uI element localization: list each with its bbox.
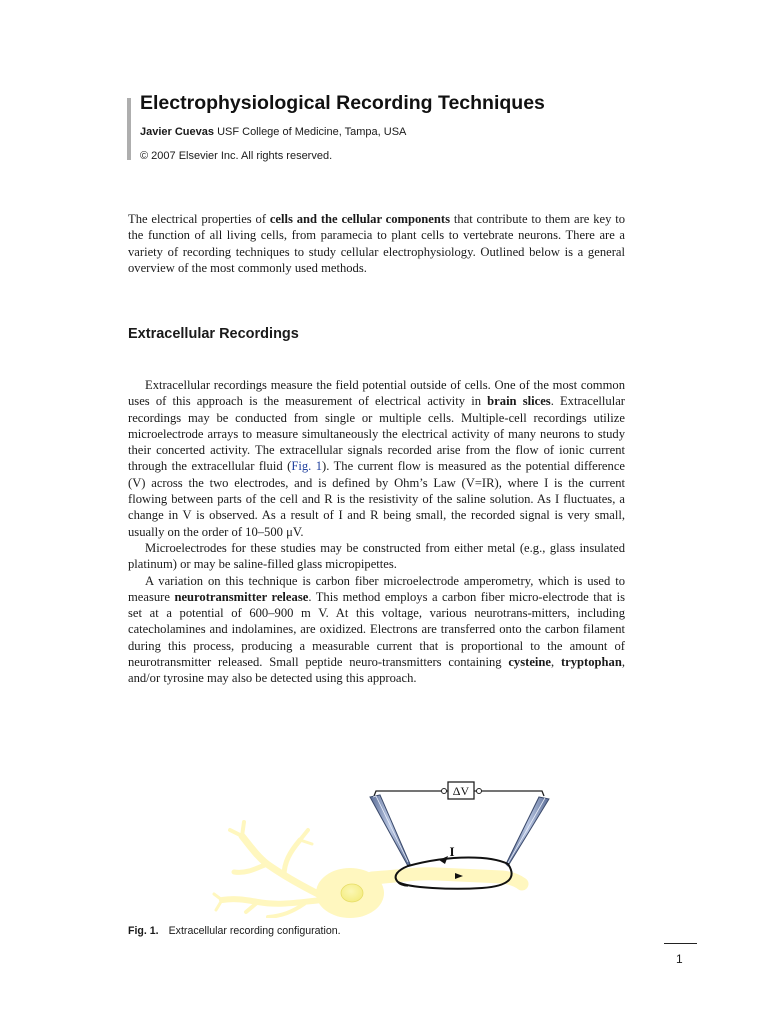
p3-text-3: , [551,655,561,670]
p3-text-2: . This method employs a carbon fiber micro-electrode that is set at a potential of 600–900 m V. At this voltage, various neurotrans-mitters, including catecholamines and indolamines, are oxidized. Electrons are transferred onto the carbon filament during this process, producing a measurable current that is proportional to the amount of neurotransmitter released. Small peptide neuro-transmitters containing [128,589,625,670]
neuron-axon [372,874,522,884]
voltmeter [448,782,474,799]
page-number: 1 [676,952,683,966]
intro-paragraph [128,211,625,276]
article-title: Electrophysiological Recording Techniques [140,92,545,114]
intro-text-2: that contribute to them are key to the function of all living cells, from paramecia to plant cells to vertebrate neurons. There are a variety of recording techniques to study cellular electrophysiology. Outlined below is a general overview of the most commonly used methods. [128,212,625,275]
left-lead-wire [374,791,452,796]
p1-text-2: . Extracellular recordings may be conducted from single or multiple cells. Multiple-cell recordings utilize microelectrode arrays to measure simultaneously the electrical activity of many neurons to study their concerted activity. The extracellular signals recorded arise from the flow of ionic current through the extracellular fluid ( [128,394,626,474]
p3-bold-term-3: tryptophan [560,655,622,670]
intro-text-1: The electrical properties of [128,212,270,226]
caption-label: Fig. 1. [128,925,159,937]
p1-text-3: ). The current flow is measured as the potential difference (V) across the two electrodes, and is defined by Ohm’s Law (V=IR), where I is the current flowing between parts of the cell and R is the resistivity of the saline solution. As I fluctuates, a change in V is observed. As a result of I and R being small, the recorded signal is very small, usually on the order of 10–500 μV. [128,459,625,539]
body-paragraph-1 [128,377,625,540]
p1-bold-term: brain slices [487,394,551,409]
current-arrow-top-icon [439,856,448,864]
figure-caption [128,925,341,937]
p3-text-1: A variation on this technique is carbon fiber microelectrode amperometry, which is used to measure [128,573,625,604]
delta-v-label: ΔV [452,784,470,798]
figure-link[interactable]: Fig. 1 [291,459,323,474]
section-heading: Extracellular Recordings [128,326,299,342]
copyright-notice: © 2007 Elsevier Inc. All rights reserved. [140,150,333,162]
body-paragraph-2: Microelectrodes for these studies may be constructed from either metal (e.g., glass insulated platinum) or may be saline-filled glass micropipettes. [128,540,625,572]
neuron-dendrites [214,822,322,917]
intro-bold-term: cells and the cellular components [269,212,450,226]
current-label: I [449,844,455,859]
left-electrode [370,795,410,866]
right-electrode [506,797,549,866]
author-name: Javier Cuevas [140,126,214,138]
section-body [128,377,625,687]
p3-text-4: , and/or tyrosine may also be detected using this approach. [128,655,626,686]
left-terminal [442,789,447,794]
author-affiliation: USF College of Medicine, Tampa, USA [217,126,407,138]
p1-text-1: Extracellular recordings measure the field potential outside of cells. One of the most common uses of this approach is the measurement of electrical activity in [128,378,625,409]
author-line [140,126,406,138]
caption-text: Extracellular recording configuration. [168,925,341,937]
neuron-nucleus [341,884,363,902]
header-accent-bar [127,98,131,160]
p3-bold-term-2: cysteine [508,655,552,670]
footer-rule [664,943,697,944]
right-lead-wire [472,791,544,796]
right-terminal [477,789,482,794]
figure-1-illustration [212,778,552,918]
p3-bold-term-1: neurotransmitter release [174,589,309,604]
body-paragraph-3 [128,573,625,687]
